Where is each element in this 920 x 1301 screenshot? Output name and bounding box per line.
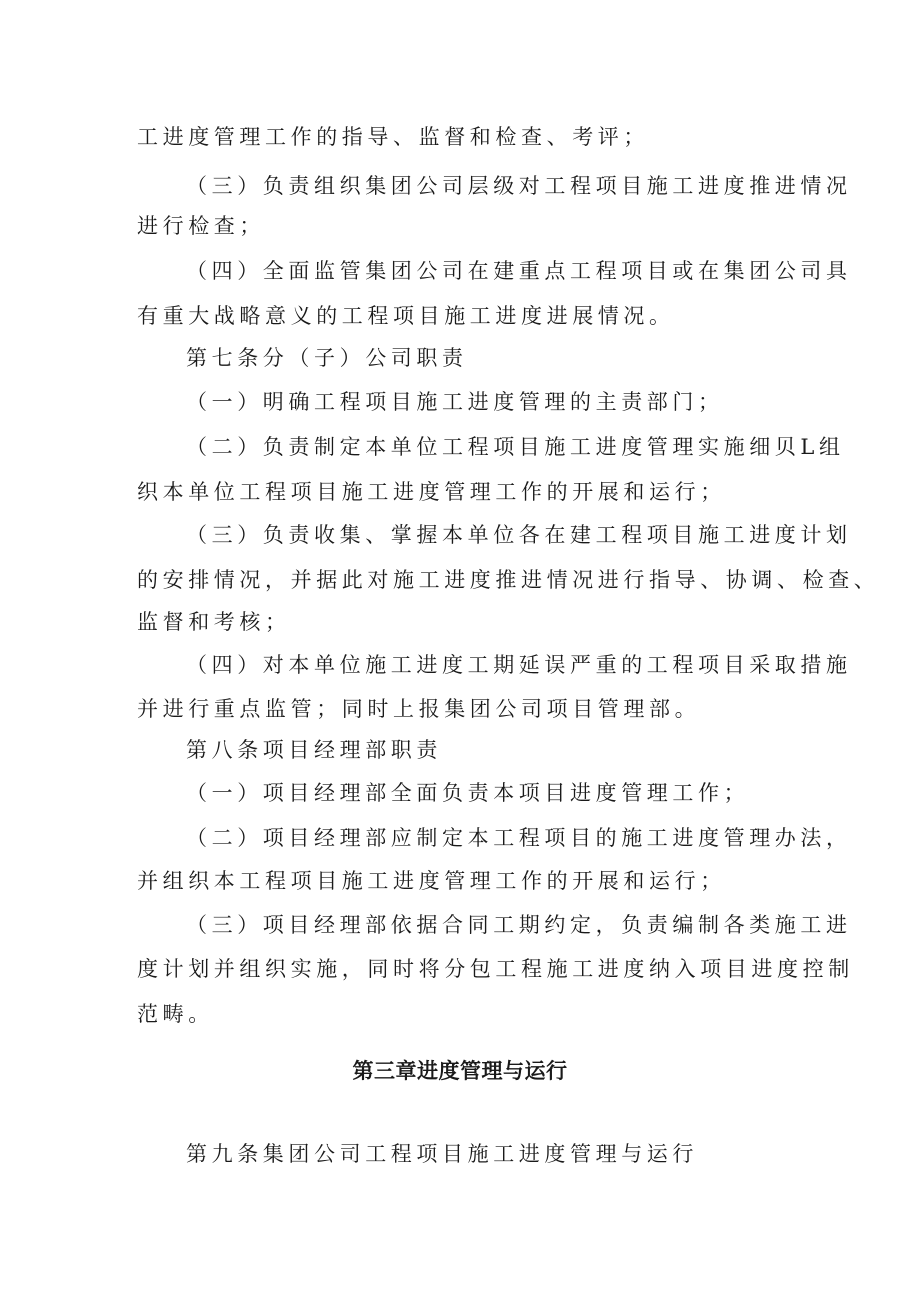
- body-line: 并进行重点监管；同时上报集团公司项目管理部。: [137, 697, 701, 721]
- body-line: （二）负责制定本单位工程项目施工进度管理实施细贝L组: [186, 435, 845, 459]
- body-line: （三）负责组织集团公司层级对工程项目施工进度推进情况: [186, 174, 852, 198]
- body-line: （四）全面监管集团公司在建重点工程项目或在集团公司具: [186, 259, 852, 283]
- body-line: 进行检查；: [137, 214, 265, 238]
- body-line: （三）负责收集、掌握本单位各在建工程项目施工进度计划: [186, 523, 852, 547]
- body-line: 的安排情况，并据此对施工进度推进情况进行指导、协调、检查、: [137, 568, 880, 592]
- body-line: 有重大战略意义的工程项目施工进度进展情况。: [137, 304, 675, 328]
- body-line: 度计划并组织实施，同时将分包工程施工进度纳入项目进度控制: [137, 957, 854, 981]
- chapter-heading: 第三章进度管理与运行: [352, 1059, 568, 1083]
- body-line: （一）项目经理部全面负责本项目进度管理工作；: [186, 781, 750, 805]
- body-line: （四）对本单位施工进度工期延误严重的工程项目采取措施: [186, 653, 852, 677]
- article-heading: 第七条分（子）公司职责: [186, 346, 468, 370]
- body-line: 工进度管理工作的指导、监督和检查、考评；: [137, 125, 649, 149]
- body-line: （一）明确工程项目施工进度管理的主责部门；: [186, 390, 724, 414]
- body-line: 织本单位工程项目施工进度管理工作的开展和运行；: [137, 480, 726, 504]
- body-line: （二）项目经理部应制定本工程项目的施工进度管理办法，: [186, 826, 852, 850]
- article-heading: 第九条集团公司工程项目施工进度管理与运行: [186, 1142, 698, 1166]
- body-line: 并组织本工程项目施工进度管理工作的开展和运行；: [137, 869, 726, 893]
- body-line: 范畴。: [137, 1002, 214, 1026]
- body-line: 监督和考核；: [137, 610, 291, 634]
- article-heading: 第八条项目经理部职责: [186, 738, 442, 762]
- body-line: （三）项目经理部依据合同工期约定，负责编制各类施工进: [186, 913, 852, 937]
